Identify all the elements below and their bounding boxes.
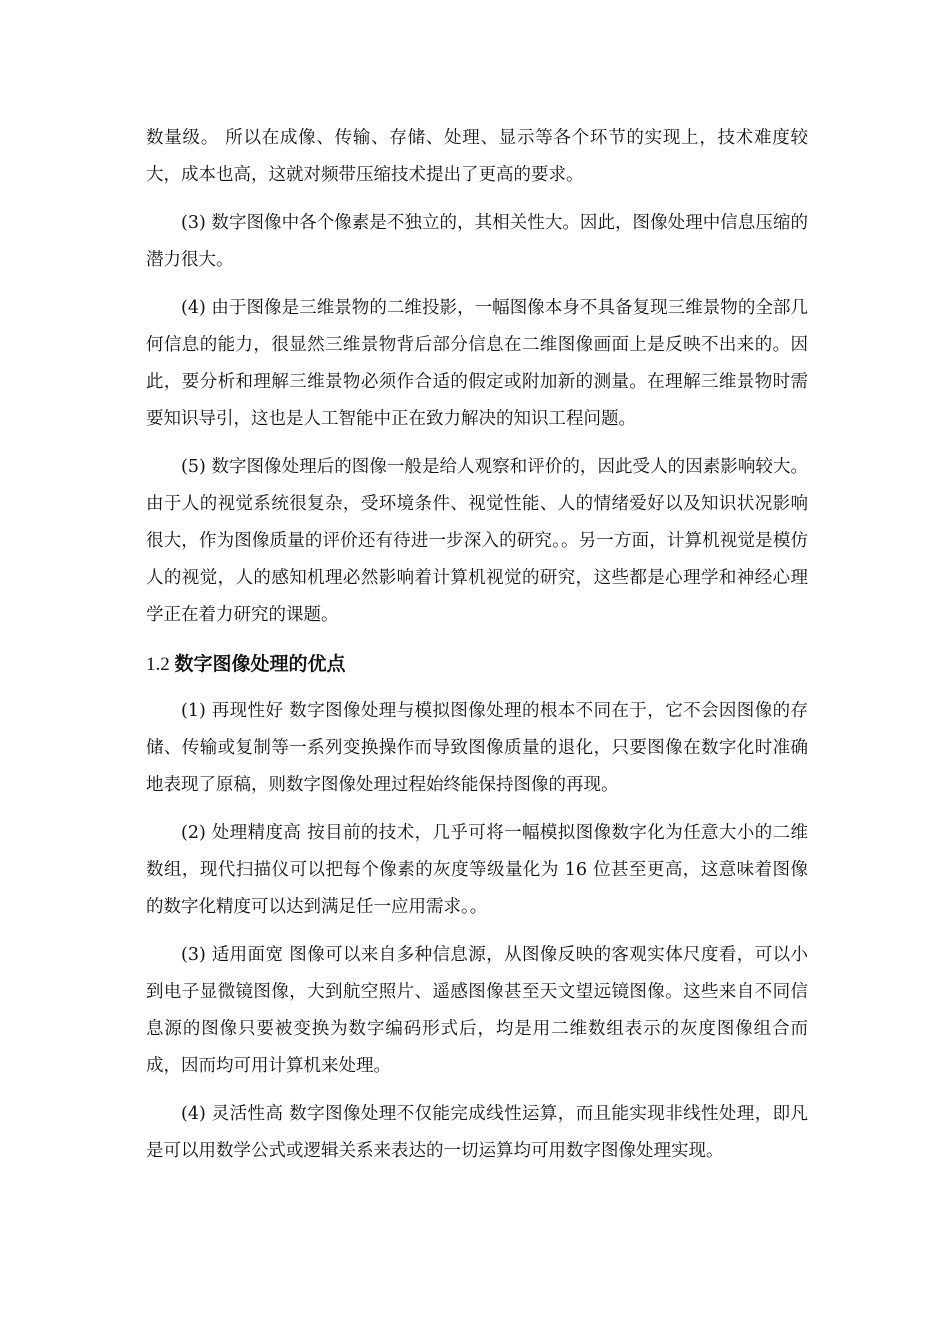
paragraph-advantage-2: (2) 处理精度高 按目前的技术，几乎可将一幅模拟图像数字化为任意大小的二维数组，现代扫描仪可以把每个像素的灰度等级量化为 16 位甚至更高，这意味着图像的数字化精度可以达到满足任一应用需求。。 [146, 823, 808, 917]
section-number: 1.2 [146, 654, 175, 675]
section-title: 数字图像处理的优点 [174, 653, 346, 675]
paragraph-advantage-4: (4) 灵活性高 数字图像处理不仅能完成线性运算，而且能实现非线性处理，即凡是可以用数学公式或逻辑关系来表达的一切运算均可用数字图像处理实现。 [146, 1104, 808, 1161]
section-heading [146, 648, 808, 681]
paragraph-item-5: (5) 数字图像处理后的图像一般是给人观察和评价的，因此受人的因素影响较大。由于人的视觉系统很复杂，受环境条件、视觉性能、人的情绪爱好以及知识状况影响很大，作为图像质量的评价还有待进一步深入的研究。。另一方面，计算机视觉是模仿人的视觉，人的感知机理必然影响着计算机视觉的研究，这些都是心理学和神经心理学正在着力研究的课题。 [146, 457, 808, 625]
paragraph-item-4: (4) 由于图像是三维景物的二维投影，一幅图像本身不具备复现三维景物的全部几何信息的能力，很显然三维景物背后部分信息在二维图像画面上是反映不出来的。因此，要分析和理解三维景物必须作合适的假定或附加新的测量。在理解三维景物时需要知识导引，这也是人工智能中正在致力解决的知识工程问题。 [146, 298, 808, 429]
paragraph-advantage-3: (3) 适用面宽 图像可以来自多种信息源，从图像反映的客观实体尺度看，可以小到电子显微镜图像，大到航空照片、遥感图像甚至天文望远镜图像。这些来自不同信息源的图像只要被变换为数字编码形式后，均是用二维数组表示的灰度图像组合而成，因而均可用计算机来处理。 [146, 945, 808, 1076]
document-body [146, 120, 808, 1170]
paragraph-advantage-1: (1) 再现性好 数字图像处理与模拟图像处理的根本不同在于，它不会因图像的存储、传输或复制等一系列变换操作而导致图像质量的退化，只要图像在数字化时准确地表现了原稿，则数字图像处理过程始终能保持图像的再现。 [146, 701, 808, 795]
paragraph-continuation: 数量级。 所以在成像、传输、存储、处理、显示等各个环节的实现上，技术难度较大，成本也高，这就对频带压缩技术提出了更高的要求。 [146, 128, 808, 185]
paragraph-item-3: (3) 数字图像中各个像素是不独立的，其相关性大。因此，图像处理中信息压缩的潜力很大。 [146, 213, 808, 270]
